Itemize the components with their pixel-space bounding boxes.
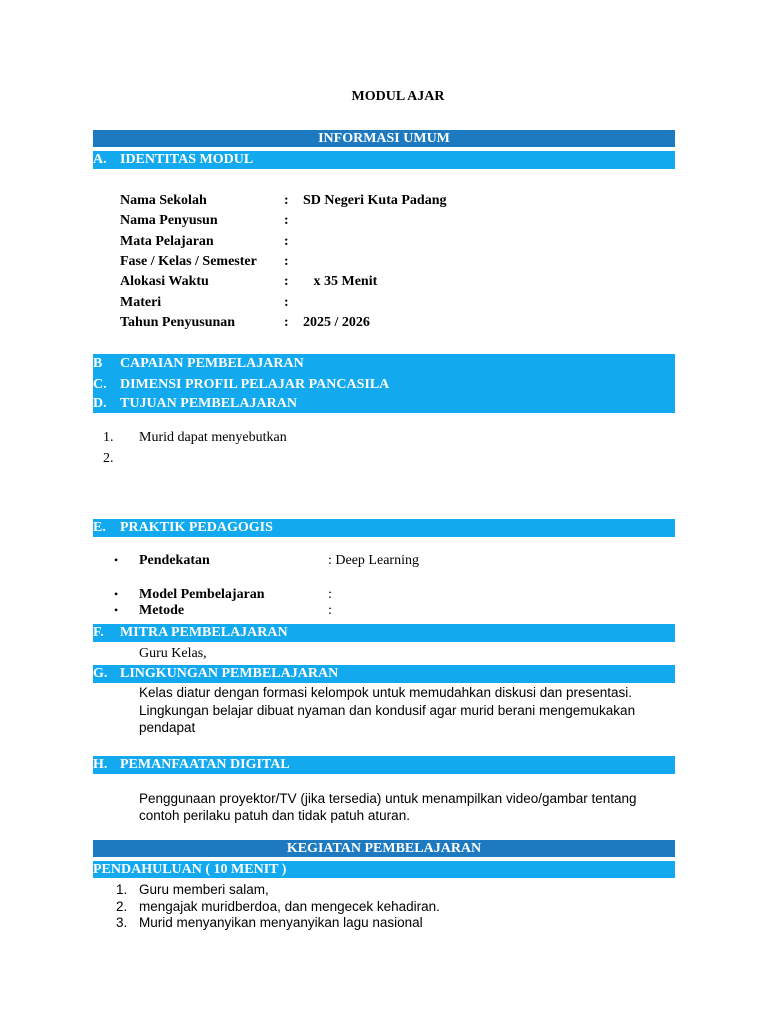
pendahuluan-header xyxy=(93,861,675,878)
section-label: TUJUAN PEMBELAJARAN xyxy=(120,396,297,411)
lingkungan-line: pendapat xyxy=(139,720,196,735)
identitas-colon: : xyxy=(284,193,289,208)
section-letter: A. xyxy=(93,152,107,167)
pedagogis-value: : Deep Learning xyxy=(328,553,419,568)
pendahuluan-text: Guru memberi salam, xyxy=(139,882,269,897)
identitas-value: SD Negeri Kuta Padang xyxy=(303,193,447,208)
section-letter: B xyxy=(93,356,103,371)
identitas-key: Nama Sekolah xyxy=(120,193,207,208)
identitas-colon: : xyxy=(284,295,289,310)
section-letter: G. xyxy=(93,666,108,681)
pedagogis-label: Model Pembelajaran xyxy=(139,587,265,602)
identitas-row xyxy=(120,272,680,292)
lingkungan-line: Lingkungan belajar dibuat nyaman dan kondusif agar murid berani mengemukakan xyxy=(139,703,636,718)
identitas-row xyxy=(120,191,680,211)
identitas-colon: : xyxy=(284,274,289,289)
pedagogis-label: Pendekatan xyxy=(139,553,210,568)
section-letter: C. xyxy=(93,377,107,392)
pedagogis-label: Metode xyxy=(139,603,185,618)
identitas-value: x 35 Menit xyxy=(303,274,378,289)
mitra-text: Guru Kelas, xyxy=(139,646,207,661)
section-label: LINGKUNGAN PEMBELAJARAN xyxy=(120,666,339,681)
tujuan-number: 2. xyxy=(103,451,114,466)
identitas-colon: : xyxy=(284,254,289,269)
section-letter: D. xyxy=(93,396,107,411)
pendahuluan-text: Murid menyanyikan menyanyikan lagu nasional xyxy=(139,915,423,930)
identitas-row xyxy=(120,211,680,231)
identitas-row xyxy=(120,252,680,272)
identitas-colon: : xyxy=(284,234,289,249)
section-f-header xyxy=(93,624,675,642)
kegiatan-header: KEGIATAN PEMBELAJARAN xyxy=(93,840,675,857)
section-d-header xyxy=(93,395,675,413)
identitas-key: Fase / Kelas / Semester xyxy=(120,254,257,269)
identitas-row xyxy=(120,293,680,313)
section-label: PRAKTIK PEDAGOGIS xyxy=(120,520,273,535)
pedagogis-value: : xyxy=(328,587,332,602)
section-label: IDENTITAS MODUL xyxy=(120,152,254,167)
section-a-header xyxy=(93,151,675,169)
section-label: CAPAIAN PEMBELAJARAN xyxy=(120,356,304,371)
section-b-header xyxy=(93,354,675,374)
section-letter: E. xyxy=(93,520,106,535)
section-label: PEMANFAATAN DIGITAL xyxy=(120,757,290,772)
informasi-umum-header: INFORMASI UMUM xyxy=(93,130,675,147)
identitas-key: Nama Penyusun xyxy=(120,213,218,228)
identitas-key: Mata Pelajaran xyxy=(120,234,214,249)
tujuan-number: 1. xyxy=(103,430,114,445)
section-label: MITRA PEMBELAJARAN xyxy=(120,625,288,640)
section-label: DIMENSI PROFIL PELAJAR PANCASILA xyxy=(120,377,390,392)
lingkungan-line: Kelas diatur dengan formasi kelompok untuk memudahkan diskusi dan presentasi. xyxy=(139,685,633,700)
pendahuluan-number: 1. xyxy=(116,882,128,897)
identitas-key: Materi xyxy=(120,295,162,310)
bullet-icon: • xyxy=(114,587,119,601)
pedagogis-value: : xyxy=(328,603,332,618)
pendahuluan-text: mengajak muridberdoa, dan mengecek kehadiran. xyxy=(139,899,440,914)
document-title: MODUL AJAR xyxy=(351,89,445,104)
identitas-colon: : xyxy=(284,213,289,228)
section-c-header xyxy=(93,375,675,395)
identitas-colon: : xyxy=(284,315,289,330)
pendahuluan-number: 2. xyxy=(116,899,128,914)
section-e-header xyxy=(93,519,675,537)
digital-line: contoh perilaku patuh dan tidak patuh aturan. xyxy=(139,808,410,823)
identitas-row xyxy=(120,313,680,333)
identitas-key: Alokasi Waktu xyxy=(120,274,209,289)
pendahuluan-number: 3. xyxy=(116,915,128,930)
pendahuluan-label: PENDAHULUAN ( 10 MENIT ) xyxy=(93,862,287,877)
section-letter: H. xyxy=(93,757,108,772)
identitas-key: Tahun Penyusunan xyxy=(120,315,236,330)
section-letter: F. xyxy=(93,625,104,640)
bullet-icon: • xyxy=(114,553,119,567)
section-g-header xyxy=(93,665,675,683)
section-h-header xyxy=(93,756,675,774)
bullet-icon: • xyxy=(114,603,119,617)
identitas-row xyxy=(120,232,680,252)
tujuan-text: Murid dapat menyebutkan xyxy=(139,430,287,445)
digital-line: Penggunaan proyektor/TV (jika tersedia) untuk menampilkan video/gambar tentang xyxy=(139,791,637,806)
identitas-value: 2025 / 2026 xyxy=(303,315,370,330)
